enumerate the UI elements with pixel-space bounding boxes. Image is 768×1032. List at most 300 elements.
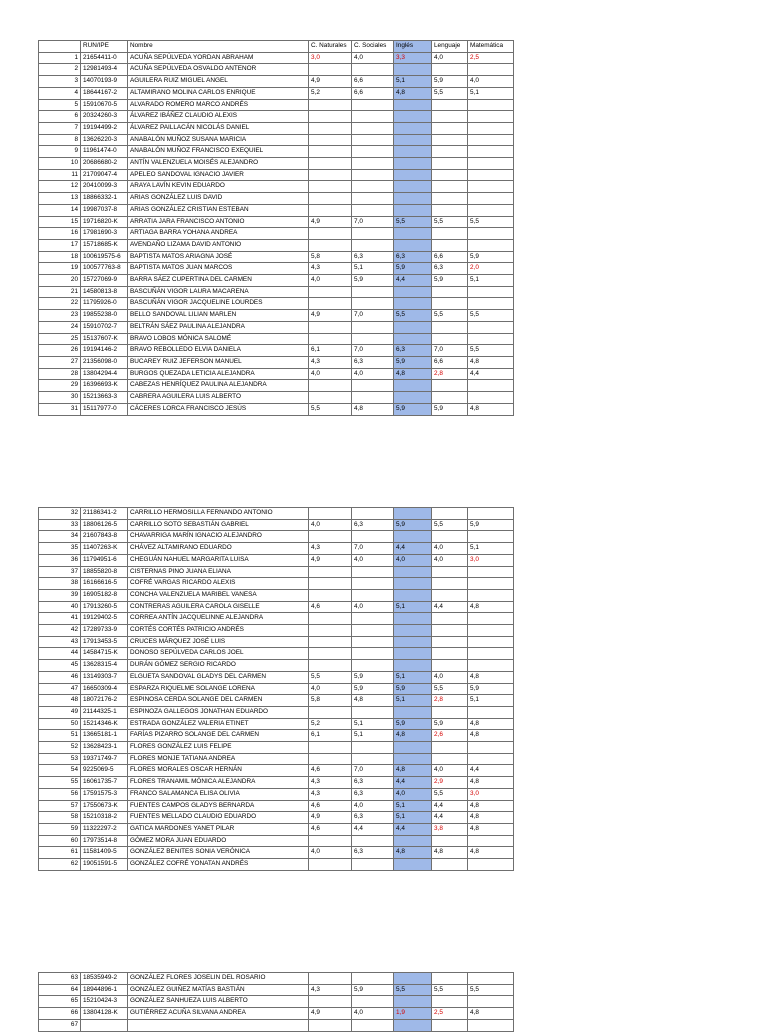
table-row — [39, 788, 514, 800]
naturales-cell — [309, 753, 352, 765]
lenguaje-cell — [432, 333, 468, 345]
run-cell: 14070193-9 — [81, 76, 128, 88]
matematica-cell — [468, 286, 514, 298]
name-cell: CARRILLO HERMOSILLA FERNANDO ANTONIO — [128, 508, 309, 520]
lenguaje-cell — [432, 973, 468, 985]
ingles-cell — [394, 193, 432, 205]
run-cell: 17913260-5 — [81, 601, 128, 613]
naturales-cell: 4,9 — [309, 310, 352, 322]
sociales-cell: 5,1 — [352, 730, 394, 742]
matematica-cell — [468, 589, 514, 601]
ingles-cell — [394, 64, 432, 76]
matematica-cell — [468, 228, 514, 240]
run-cell: 21186341-2 — [81, 508, 128, 520]
row-index: 64 — [39, 984, 81, 996]
row-index: 66 — [39, 1008, 81, 1020]
matematica-cell — [468, 996, 514, 1008]
matematica-cell — [468, 706, 514, 718]
run-cell: 17973514-8 — [81, 835, 128, 847]
matematica-cell — [468, 973, 514, 985]
lenguaje-cell — [432, 996, 468, 1008]
run-cell: 19051591-5 — [81, 859, 128, 871]
sociales-cell: 4,8 — [352, 403, 394, 415]
name-cell: ACUÑA SEPÚLVEDA OSVALDO ANTENOR — [128, 64, 309, 76]
ingles-cell: 4,8 — [394, 847, 432, 859]
lenguaje-cell: 6,3 — [432, 263, 468, 275]
ingles-cell: 5,1 — [394, 695, 432, 707]
sociales-cell: 5,1 — [352, 263, 394, 275]
row-index: 46 — [39, 671, 81, 683]
sociales-cell: 4,0 — [352, 52, 394, 64]
name-cell: FUENTES MELLADO CLAUDIO EDUARDO — [128, 812, 309, 824]
lenguaje-cell — [432, 613, 468, 625]
matematica-cell: 4,4 — [468, 368, 514, 380]
row-index: 9 — [39, 146, 81, 158]
name-cell: CONTRERAS AGUILERA CAROLA GISELLE — [128, 601, 309, 613]
row-index: 4 — [39, 87, 81, 99]
table-row — [39, 87, 514, 99]
ingles-cell — [394, 996, 432, 1008]
run-cell: 11961474-0 — [81, 146, 128, 158]
table-row — [39, 683, 514, 695]
lenguaje-cell — [432, 531, 468, 543]
ingles-cell: 4,4 — [394, 275, 432, 287]
run-cell: 11581409-5 — [81, 847, 128, 859]
naturales-cell: 5,5 — [309, 671, 352, 683]
lenguaje-cell: 5,5 — [432, 683, 468, 695]
lenguaje-cell: 7,0 — [432, 345, 468, 357]
row-index: 11 — [39, 169, 81, 181]
lenguaje-cell — [432, 508, 468, 520]
sociales-cell — [352, 321, 394, 333]
naturales-cell: 4,0 — [309, 368, 352, 380]
naturales-cell — [309, 204, 352, 216]
row-index: 20 — [39, 275, 81, 287]
matematica-cell — [468, 859, 514, 871]
row-index: 45 — [39, 660, 81, 672]
ingles-cell: 5,9 — [394, 519, 432, 531]
sociales-cell — [352, 181, 394, 193]
sociales-cell: 6,3 — [352, 847, 394, 859]
run-cell: 13628423-1 — [81, 742, 128, 754]
run-cell: 14584715-K — [81, 648, 128, 660]
sociales-cell — [352, 333, 394, 345]
row-index: 61 — [39, 847, 81, 859]
table-row — [39, 64, 514, 76]
naturales-cell: 4,6 — [309, 823, 352, 835]
ingles-cell: 5,1 — [394, 671, 432, 683]
naturales-cell: 3,0 — [309, 52, 352, 64]
header-sociales: C. Sociales — [352, 41, 394, 53]
run-cell: 100619575-6 — [81, 251, 128, 263]
name-cell: CABRERA AGUILERA LUIS ALBERTO — [128, 392, 309, 404]
ingles-cell — [394, 99, 432, 111]
row-index: 32 — [39, 508, 81, 520]
matematica-cell: 4,8 — [468, 777, 514, 789]
ingles-cell — [394, 589, 432, 601]
name-cell: BURGOS QUEZADA LETICIA ALEJANDRA — [128, 368, 309, 380]
name-cell: ARAYA LAVÍN KEVIN EDUARDO — [128, 181, 309, 193]
lenguaje-cell — [432, 1019, 468, 1031]
sociales-cell — [352, 589, 394, 601]
run-cell: 11322297-2 — [81, 823, 128, 835]
lenguaje-cell — [432, 321, 468, 333]
naturales-cell — [309, 625, 352, 637]
name-cell: CHAVARRIGA MARÍN IGNACIO ALEJANDRO — [128, 531, 309, 543]
naturales-cell — [309, 146, 352, 158]
naturales-cell — [309, 181, 352, 193]
row-index: 43 — [39, 636, 81, 648]
name-cell: FUENTES CAMPOS GLADYS BERNARDA — [128, 800, 309, 812]
matematica-cell — [468, 158, 514, 170]
ingles-cell: 4,8 — [394, 87, 432, 99]
lenguaje-cell — [432, 753, 468, 765]
table-row — [39, 286, 514, 298]
matematica-cell: 4,4 — [468, 765, 514, 777]
row-index: 42 — [39, 625, 81, 637]
table-row — [39, 554, 514, 566]
matematica-cell — [468, 753, 514, 765]
table-row — [39, 636, 514, 648]
ingles-cell: 1,9 — [394, 1008, 432, 1020]
table-row — [39, 169, 514, 181]
table-row — [39, 589, 514, 601]
ingles-cell: 4,8 — [394, 765, 432, 777]
name-cell: DURÁN GÓMEZ SERGIO RICARDO — [128, 660, 309, 672]
row-index: 57 — [39, 800, 81, 812]
lenguaje-cell: 5,9 — [432, 403, 468, 415]
lenguaje-cell — [432, 566, 468, 578]
header-naturales: C. Naturales — [309, 41, 352, 53]
row-index: 37 — [39, 566, 81, 578]
lenguaje-cell — [432, 169, 468, 181]
table-row — [39, 275, 514, 287]
name-cell: ESPARZA RIQUELME SOLANGE LORENA — [128, 683, 309, 695]
matematica-cell: 4,0 — [468, 76, 514, 88]
table-row — [39, 158, 514, 170]
ingles-cell: 5,9 — [394, 683, 432, 695]
matematica-cell — [468, 835, 514, 847]
sociales-cell: 7,0 — [352, 345, 394, 357]
lenguaje-cell — [432, 158, 468, 170]
row-index: 25 — [39, 333, 81, 345]
lenguaje-cell — [432, 146, 468, 158]
sociales-cell: 7,0 — [352, 543, 394, 555]
table-row — [39, 648, 514, 660]
sociales-cell: 4,0 — [352, 800, 394, 812]
row-index: 39 — [39, 589, 81, 601]
ingles-cell — [394, 859, 432, 871]
sociales-cell — [352, 158, 394, 170]
ingles-cell: 5,5 — [394, 310, 432, 322]
matematica-cell — [468, 566, 514, 578]
ingles-cell — [394, 753, 432, 765]
naturales-cell — [309, 64, 352, 76]
run-cell: 17981690-3 — [81, 228, 128, 240]
sociales-cell — [352, 169, 394, 181]
row-index: 51 — [39, 730, 81, 742]
matematica-cell — [468, 613, 514, 625]
lenguaje-cell: 5,9 — [432, 275, 468, 287]
run-cell: 11407263-K — [81, 543, 128, 555]
run-cell: 21607843-8 — [81, 531, 128, 543]
name-cell: BASCUÑÁN VIGOR JACQUELINE LOURDES — [128, 298, 309, 310]
matematica-cell: 5,5 — [468, 345, 514, 357]
row-index: 63 — [39, 973, 81, 985]
table-row — [39, 812, 514, 824]
naturales-cell — [309, 996, 352, 1008]
ingles-cell: 6,3 — [394, 251, 432, 263]
matematica-cell — [468, 193, 514, 205]
naturales-cell — [309, 333, 352, 345]
naturales-cell: 5,8 — [309, 695, 352, 707]
sociales-cell — [352, 625, 394, 637]
ingles-cell — [394, 660, 432, 672]
table-row — [39, 345, 514, 357]
header-name: Nombre — [128, 41, 309, 53]
row-index: 21 — [39, 286, 81, 298]
run-cell: 16396693-K — [81, 380, 128, 392]
lenguaje-cell: 4,8 — [432, 847, 468, 859]
sociales-cell — [352, 508, 394, 520]
run-cell: 20686680-2 — [81, 158, 128, 170]
lenguaje-cell — [432, 181, 468, 193]
ingles-cell: 5,1 — [394, 76, 432, 88]
lenguaje-cell: 2,9 — [432, 777, 468, 789]
matematica-cell — [468, 239, 514, 251]
table-row — [39, 146, 514, 158]
name-cell: ACUÑA SEPÚLVEDA YORDAN ABRAHAM — [128, 52, 309, 64]
table-row — [39, 543, 514, 555]
row-index: 60 — [39, 835, 81, 847]
grades-table-block-2 — [38, 507, 514, 871]
name-cell: BAPTISTA MATOS JUAN MARCOS — [128, 263, 309, 275]
name-cell: BELTRÁN SÁEZ PAULINA ALEJANDRA — [128, 321, 309, 333]
name-cell: FLORES MORALES OSCAR HERNÁN — [128, 765, 309, 777]
table-row — [39, 333, 514, 345]
lenguaje-cell — [432, 859, 468, 871]
naturales-cell — [309, 392, 352, 404]
name-cell: CONCHA VALENZUELA MARIBEL VANESA — [128, 589, 309, 601]
run-cell: 15910702-7 — [81, 321, 128, 333]
sociales-cell: 5,9 — [352, 683, 394, 695]
sociales-cell — [352, 298, 394, 310]
ingles-cell: 4,0 — [394, 554, 432, 566]
run-cell: 14580813-8 — [81, 286, 128, 298]
name-cell: GÓMEZ MORA JUAN EDUARDO — [128, 835, 309, 847]
matematica-cell — [468, 648, 514, 660]
lenguaje-cell: 2,8 — [432, 368, 468, 380]
sociales-cell — [352, 613, 394, 625]
row-index: 47 — [39, 683, 81, 695]
lenguaje-cell — [432, 286, 468, 298]
run-cell: 17591575-3 — [81, 788, 128, 800]
sociales-cell: 5,9 — [352, 984, 394, 996]
table-row — [39, 973, 514, 985]
table-row — [39, 566, 514, 578]
naturales-cell — [309, 158, 352, 170]
ingles-cell — [394, 706, 432, 718]
header-matematica: Matemática — [468, 41, 514, 53]
run-cell: 18855820-8 — [81, 566, 128, 578]
run-cell: 17913453-5 — [81, 636, 128, 648]
matematica-cell: 5,1 — [468, 695, 514, 707]
lenguaje-cell — [432, 111, 468, 123]
sociales-cell — [352, 146, 394, 158]
sociales-cell: 4,0 — [352, 554, 394, 566]
lenguaje-cell — [432, 648, 468, 660]
row-index: 12 — [39, 181, 81, 193]
matematica-cell — [468, 392, 514, 404]
sociales-cell — [352, 531, 394, 543]
matematica-cell — [468, 625, 514, 637]
name-cell: BRAVO REBOLLEDO ELVIA DANIELA — [128, 345, 309, 357]
name-cell: BASCUÑÁN VIGOR LAURA MACARENA — [128, 286, 309, 298]
row-index: 62 — [39, 859, 81, 871]
lenguaje-cell — [432, 706, 468, 718]
naturales-cell: 4,0 — [309, 275, 352, 287]
name-cell: CHÁVEZ ALTAMIRANO EDUARDO — [128, 543, 309, 555]
ingles-cell — [394, 973, 432, 985]
ingles-cell: 4,8 — [394, 730, 432, 742]
matematica-cell — [468, 321, 514, 333]
name-cell: BRAVO LOBOS MÓNICA SALOMÉ — [128, 333, 309, 345]
sociales-cell: 7,0 — [352, 310, 394, 322]
run-cell: 13665181-1 — [81, 730, 128, 742]
lenguaje-cell — [432, 204, 468, 216]
naturales-cell: 4,6 — [309, 601, 352, 613]
name-cell: ESPINOZA GALLEGOS JONATHAN EDUARDO — [128, 706, 309, 718]
matematica-cell: 4,8 — [468, 718, 514, 730]
sociales-cell — [352, 239, 394, 251]
naturales-cell — [309, 859, 352, 871]
name-cell: ÁLVAREZ IBÁÑEZ CLAUDIO ALEXIS — [128, 111, 309, 123]
table-row — [39, 613, 514, 625]
sociales-cell — [352, 753, 394, 765]
name-cell: ÁLVAREZ PAILLACÁN NICOLÁS DANIEL — [128, 122, 309, 134]
row-index: 33 — [39, 519, 81, 531]
ingles-cell — [394, 1019, 432, 1031]
run-cell: 21356098-0 — [81, 356, 128, 368]
sociales-cell: 7,0 — [352, 216, 394, 228]
name-cell: GONZÁLEZ SANHUEZA LUIS ALBERTO — [128, 996, 309, 1008]
ingles-cell — [394, 169, 432, 181]
matematica-cell: 4,8 — [468, 671, 514, 683]
matematica-cell: 4,8 — [468, 730, 514, 742]
run-cell: 16905182-8 — [81, 589, 128, 601]
matematica-cell: 5,1 — [468, 543, 514, 555]
name-cell: CHEGUÁN NAHUEL MARGARITA LUISA — [128, 554, 309, 566]
sociales-cell — [352, 648, 394, 660]
table-row — [39, 368, 514, 380]
name-cell: COFRÉ VARGAS RICARDO ALEXIS — [128, 578, 309, 590]
header-lenguaje: Lenguaje — [432, 41, 468, 53]
naturales-cell — [309, 169, 352, 181]
lenguaje-cell — [432, 298, 468, 310]
ingles-cell: 5,9 — [394, 718, 432, 730]
name-cell — [128, 1019, 309, 1031]
row-index: 65 — [39, 996, 81, 1008]
name-cell: ALTAMIRANO MOLINA CARLOS ENRIQUE — [128, 87, 309, 99]
run-cell: 15718685-K — [81, 239, 128, 251]
naturales-cell: 4,6 — [309, 765, 352, 777]
ingles-cell — [394, 122, 432, 134]
ingles-cell — [394, 286, 432, 298]
matematica-cell — [468, 660, 514, 672]
table-row — [39, 777, 514, 789]
ingles-cell — [394, 333, 432, 345]
sociales-cell — [352, 134, 394, 146]
ingles-cell — [394, 146, 432, 158]
ingles-cell: 3,3 — [394, 52, 432, 64]
sociales-cell — [352, 286, 394, 298]
lenguaje-cell — [432, 228, 468, 240]
ingles-cell: 5,9 — [394, 356, 432, 368]
sociales-cell — [352, 204, 394, 216]
row-index: 49 — [39, 706, 81, 718]
name-cell: GATICA MARDONES YANET PILAR — [128, 823, 309, 835]
matematica-cell: 4,8 — [468, 356, 514, 368]
ingles-cell — [394, 508, 432, 520]
sociales-cell — [352, 859, 394, 871]
ingles-cell: 4,4 — [394, 823, 432, 835]
ingles-cell — [394, 239, 432, 251]
run-cell: 15213663-3 — [81, 392, 128, 404]
name-cell: CABEZAS HENRÍQUEZ PAULINA ALEJANDRA — [128, 380, 309, 392]
table-row — [39, 251, 514, 263]
lenguaje-cell: 2,8 — [432, 695, 468, 707]
run-cell: 19129402-5 — [81, 613, 128, 625]
row-index: 17 — [39, 239, 81, 251]
table-row — [39, 239, 514, 251]
run-cell: 19371749-7 — [81, 753, 128, 765]
ingles-cell — [394, 321, 432, 333]
lenguaje-cell: 4,0 — [432, 554, 468, 566]
sociales-cell — [352, 835, 394, 847]
name-cell: CARRILLO SOTO SEBASTIÁN GABRIEL — [128, 519, 309, 531]
matematica-cell: 5,5 — [468, 984, 514, 996]
ingles-cell — [394, 566, 432, 578]
row-index: 18 — [39, 251, 81, 263]
table-row — [39, 753, 514, 765]
table-row — [39, 601, 514, 613]
run-cell: 15137607-K — [81, 333, 128, 345]
row-index: 29 — [39, 380, 81, 392]
sociales-cell — [352, 111, 394, 123]
ingles-cell: 4,8 — [394, 368, 432, 380]
ingles-cell — [394, 636, 432, 648]
matematica-cell: 2,5 — [468, 52, 514, 64]
lenguaje-cell — [432, 660, 468, 672]
name-cell: APELEO SANDOVAL IGNACIO JAVIER — [128, 169, 309, 181]
matematica-cell — [468, 531, 514, 543]
ingles-cell — [394, 380, 432, 392]
ingles-cell: 4,0 — [394, 788, 432, 800]
run-cell: 13628315-4 — [81, 660, 128, 672]
name-cell: BELLO SANDOVAL LILIAN MARLEN — [128, 310, 309, 322]
naturales-cell: 4,9 — [309, 216, 352, 228]
ingles-cell — [394, 578, 432, 590]
matematica-cell: 2,0 — [468, 263, 514, 275]
ingles-cell — [394, 228, 432, 240]
naturales-cell — [309, 286, 352, 298]
ingles-cell: 4,4 — [394, 777, 432, 789]
name-cell: FRANCO SALAMANCA ELISA OLIVIA — [128, 788, 309, 800]
naturales-cell: 5,2 — [309, 87, 352, 99]
run-cell: 100577763-8 — [81, 263, 128, 275]
row-index: 31 — [39, 403, 81, 415]
table-row — [39, 228, 514, 240]
